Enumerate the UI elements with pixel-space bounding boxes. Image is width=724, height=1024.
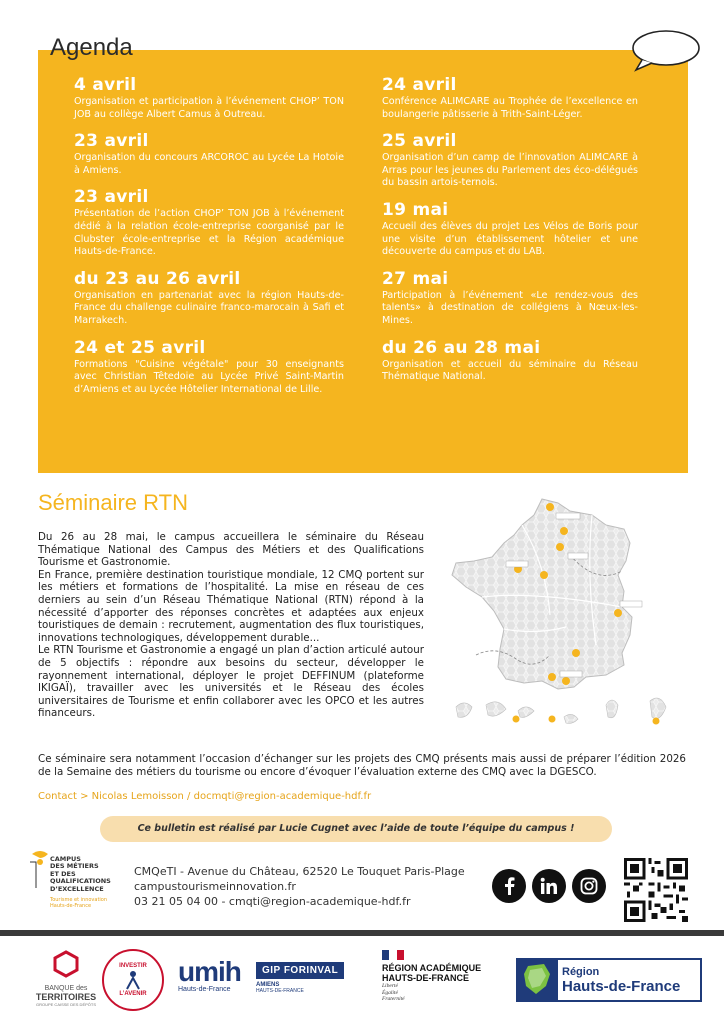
event-text: Organisation du concours ARCOROC au Lycée La Hotoie à Amiens.: [74, 152, 344, 176]
linkedin-icon[interactable]: [532, 869, 566, 903]
french-flag-icon: [382, 950, 404, 960]
event-text: Organisation en partenariat avec la région Hauts-de-France du challenge culinaire franco-marocain à Safi et Marrakech.: [74, 289, 344, 326]
gip-sublabel: AMIENS: [256, 982, 280, 988]
agenda-event: [382, 199, 638, 259]
cmq-sub-line: Tourisme et innovation: [50, 897, 108, 903]
speech-bubble-icon: [628, 28, 702, 72]
motto-line: Fraternité: [382, 996, 405, 1002]
seminaire-paragraph: En France, première destination touristique mondiale, 12 CMQ portent sur les métiers et formations de l’hospitalité. La mise en réseau de ces derniers au sein d’un Réseau Thématique National (RTN) répond à la nécessité d’apporter des réponses concrètes et adaptées aux enjeux touristiques de demain : recrutement, augmentation des flux touristiques, innovations technologiques, développement durable...: [38, 568, 424, 644]
facebook-icon[interactable]: [492, 869, 526, 903]
umih-logo: [178, 958, 241, 993]
event-date: 25 avril: [382, 131, 457, 152]
footer-website-link[interactable]: campustourismeinnovation.fr: [134, 880, 296, 893]
agenda-event: [382, 337, 638, 384]
agenda-event: [382, 268, 638, 328]
agenda-event: [74, 337, 344, 397]
instagram-icon[interactable]: [572, 869, 606, 903]
footer-divider: [0, 930, 724, 936]
hdf-map-icon: [518, 960, 558, 1000]
event-text: Organisation et accueil du séminaire du Réseau Thématique National.: [382, 358, 638, 383]
cmq-line: QUALIFICATIONS: [50, 877, 111, 886]
region-acad-label: HAUTS-DE-FRANCE: [382, 973, 469, 983]
gip-sublabel: HAUTS-DE-FRANCE: [256, 988, 304, 994]
credit-banner: Ce bulletin est réalisé par Lucie Cugnet avec l’aide de toute l’équipe du campus !: [100, 816, 612, 842]
footer-phone-email[interactable]: 03 21 05 04 00 - cmqti@region-academique-hdf.fr: [134, 895, 411, 908]
event-date: 4 avril: [74, 75, 137, 95]
avenir-figure-icon: [123, 969, 143, 991]
event-text: Organisation d’un camp de l’innovation ALIMCARE à Arras pour les jeunes du Parlement des éco-délégués du bassin artois-ternois.: [382, 152, 639, 189]
event-text: Formations "Cuisine végétale" pour 30 enseignants avec Christian Têtedoie au Lycée Privé Saint-Martin d’Amiens et au Lycée Hôtelier International de Lille.: [74, 358, 344, 395]
agenda-event: [382, 130, 638, 190]
event-text: Présentation de l’action CHOP’ TON JOB à l’événement dédié à la relation école-entreprise coorganisé par le Clubster école-entreprise et la Région académique Hauts-de-France.: [74, 208, 344, 258]
agenda-event: [74, 74, 344, 121]
event-text: Participation à l’événement «Le rendez-vous des talents» à destination de collégiens à Nœux-les-Mines.: [382, 289, 638, 326]
umih-label: umih: [178, 956, 241, 987]
event-text: Conférence ALIMCARE au Trophée de l’excellence en boulangerie pâtisserie à Trith-Saint-Léger.: [382, 96, 638, 120]
cmq-sub-line: Hauts-de-France: [50, 903, 92, 909]
gip-label: GIP FORINVAL: [256, 962, 344, 979]
banque-label: BANQUE des: [44, 985, 88, 992]
event-date: 23 avril: [74, 187, 149, 208]
banque-label: TERRITOIRES: [35, 992, 97, 1002]
seminaire-paragraph: Ce séminaire sera notamment l’occasion d’échanger sur les projets des CMQ présents mais aussi de préparer l’édition 2026 de la Semaine des métiers du tourisme ou encore d’évoquer l’évaluation externe des CMQ avec la DGESCO.: [38, 753, 686, 778]
agenda-column-right: [382, 74, 638, 393]
france-map-illustration: [446, 495, 686, 735]
seminaire-paragraph: Du 26 au 28 mai, le campus accueillera le séminaire du Réseau Thématique National des Campus des Métiers et des Qualifications Tourisme et Gastronomie.: [38, 531, 424, 569]
gip-forinval-logo: [256, 962, 344, 994]
footer-address-block: [134, 864, 465, 909]
banque-des-territoires-logo: [28, 950, 104, 1007]
banque-hexagon-icon: [53, 950, 79, 978]
agenda-event: [382, 74, 638, 121]
footer-address: CMQeTI - Avenue du Château, 62520 Le Touquet Paris-Plage: [134, 865, 465, 878]
investir-avenir-logo: [102, 949, 164, 1011]
agenda-column-left: [74, 74, 344, 405]
event-date: 23 avril: [74, 131, 149, 152]
social-icons: [492, 869, 606, 903]
cmq-line: ET DES: [50, 869, 76, 878]
seminaire-title: Séminaire RTN: [38, 490, 188, 515]
cmq-logo-subtitle: [50, 897, 107, 909]
event-date: du 26 au 28 mai: [382, 337, 541, 358]
event-date: 19 mai: [382, 199, 449, 220]
umih-sublabel: Hauts-de-France: [178, 986, 231, 993]
hdf-label: Hauts-de-France: [562, 977, 681, 995]
contact-link[interactable]: Contact > Nicolas Lemoisson / docmqti@region-academique-hdf.fr: [38, 791, 372, 802]
motto-line: Égalité: [382, 989, 398, 996]
avenir-label: INVESTIR: [119, 963, 147, 969]
agenda-event: [74, 268, 344, 328]
region-acad-label: RÉGION ACADÉMIQUE: [382, 963, 482, 973]
cmq-line: CAMPUS: [50, 855, 81, 863]
banque-label: GROUPE CAISSE DES DÉPÔTS: [35, 1002, 96, 1007]
qr-code-icon[interactable]: [624, 858, 688, 922]
seminaire-paragraph: Le RTN Tourisme et Gastronomie a engagé un plan d’action articulé autour de 5 objectifs : répondre aux besoins du secteur, développer le rayonnement international, déployer le projet DEFFINUM (plateforme IKIGAÏ), travailler avec les universités et le Réseau des écoles universitaires de Tourisme et enfin collaborer avec les OPCO et les autres financeurs.: [38, 644, 424, 720]
event-text: Organisation et participation à l’événement CHOP’ TON JOB au collège Albert Camus à Outreau.: [74, 96, 344, 120]
agenda-title: Agenda: [50, 34, 133, 61]
event-text: Accueil des élèves du projet Les Vélos de Boris pour une visite d’un établissement hôtelier et une découverte du campus et du LAB.: [382, 220, 638, 258]
agenda-event: [74, 186, 344, 258]
region-hauts-de-france-logo: [516, 958, 702, 1002]
cmq-logo-text: [50, 856, 111, 893]
motto-line: Liberté: [382, 983, 398, 989]
avenir-label: L’AVENIR: [119, 991, 147, 997]
event-date: 24 avril: [382, 75, 457, 95]
seminaire-body: [38, 531, 424, 720]
cmq-line: D’EXCELLENCE: [50, 884, 104, 893]
agenda-event: [74, 130, 344, 177]
event-date: 24 et 25 avril: [74, 337, 206, 358]
event-date: du 23 au 26 avril: [74, 268, 241, 289]
event-date: 27 mai: [382, 268, 449, 289]
region-academique-logo: [382, 950, 481, 1003]
cmq-line: DES MÉTIERS: [50, 862, 99, 871]
hdf-label: Région: [562, 965, 600, 978]
